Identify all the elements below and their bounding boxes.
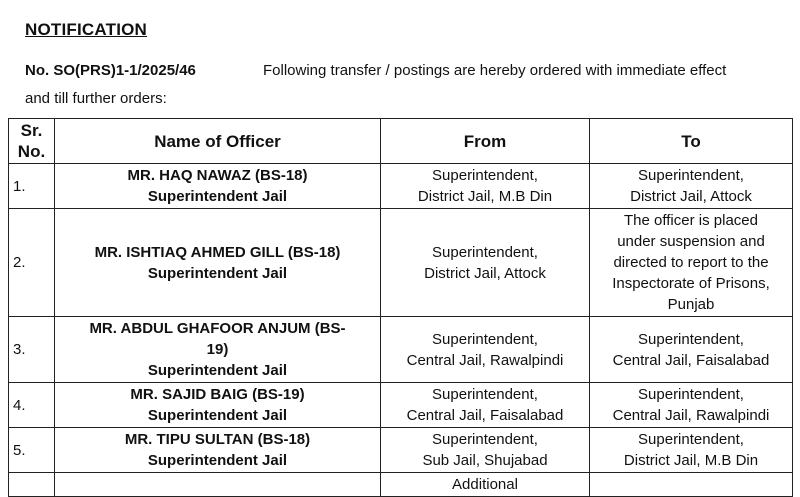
reference-number: No. SO(PRS)1-1/2025/46 xyxy=(25,62,196,79)
officer-name-cell: MR. TIPU SULTAN (BS-18) Superintendent Jail xyxy=(55,428,381,473)
table-row xyxy=(9,164,793,209)
postings-table xyxy=(8,118,793,497)
to-cell: Superintendent, Central Jail, Faisalabad xyxy=(590,317,793,383)
officer-name-cell: MR. ISHTIAQ AHMED GILL (BS-18) Superintendent Jail xyxy=(55,209,381,317)
officer-name-cell xyxy=(55,473,381,497)
from-cell: Superintendent, District Jail, M.B Din xyxy=(381,164,590,209)
table-row xyxy=(9,473,793,497)
to-cell xyxy=(590,473,793,497)
from-cell: Superintendent, Central Jail, Rawalpindi xyxy=(381,317,590,383)
table-row xyxy=(9,317,793,383)
officer-name-cell: MR. SAJID BAIG (BS-19) Superintendent Jail xyxy=(55,383,381,428)
notification-title: NOTIFICATION xyxy=(25,20,148,39)
sr-no-cell: 2. xyxy=(9,209,55,317)
officer-name-cell: MR. ABDUL GHAFOOR ANJUM (BS- 19) Superintendent Jail xyxy=(55,317,381,383)
header-to: To xyxy=(590,119,793,164)
to-cell: Superintendent, District Jail, M.B Din xyxy=(590,428,793,473)
officer-name-cell: MR. HAQ NAWAZ (BS-18) Superintendent Jail xyxy=(55,164,381,209)
header-sr-no: Sr. No. xyxy=(9,119,55,164)
header-from: From xyxy=(381,119,590,164)
table-header-row xyxy=(9,119,793,164)
from-cell: Superintendent, District Jail, Attock xyxy=(381,209,590,317)
to-cell: Superintendent, Central Jail, Rawalpindi xyxy=(590,383,793,428)
to-cell: The officer is placed under suspension and directed to report to the Inspectorate of Prisons, Punjab xyxy=(590,209,793,317)
reference-line xyxy=(25,62,726,79)
table-row xyxy=(9,383,793,428)
from-cell: Additional xyxy=(381,473,590,497)
sr-no-cell xyxy=(9,473,55,497)
order-text: Following transfer / postings are hereby ordered with immediate effect xyxy=(263,62,727,79)
header-name-of-officer: Name of Officer xyxy=(55,119,381,164)
sr-no-cell: 1. xyxy=(9,164,55,209)
sr-no-cell: 4. xyxy=(9,383,55,428)
to-cell: Superintendent, District Jail, Attock xyxy=(590,164,793,209)
order-text-continued: and till further orders: xyxy=(25,90,167,107)
table-row xyxy=(9,428,793,473)
sr-no-cell: 3. xyxy=(9,317,55,383)
table-row xyxy=(9,209,793,317)
sr-no-cell: 5. xyxy=(9,428,55,473)
from-cell: Superintendent, Sub Jail, Shujabad xyxy=(381,428,590,473)
from-cell: Superintendent, Central Jail, Faisalabad xyxy=(381,383,590,428)
